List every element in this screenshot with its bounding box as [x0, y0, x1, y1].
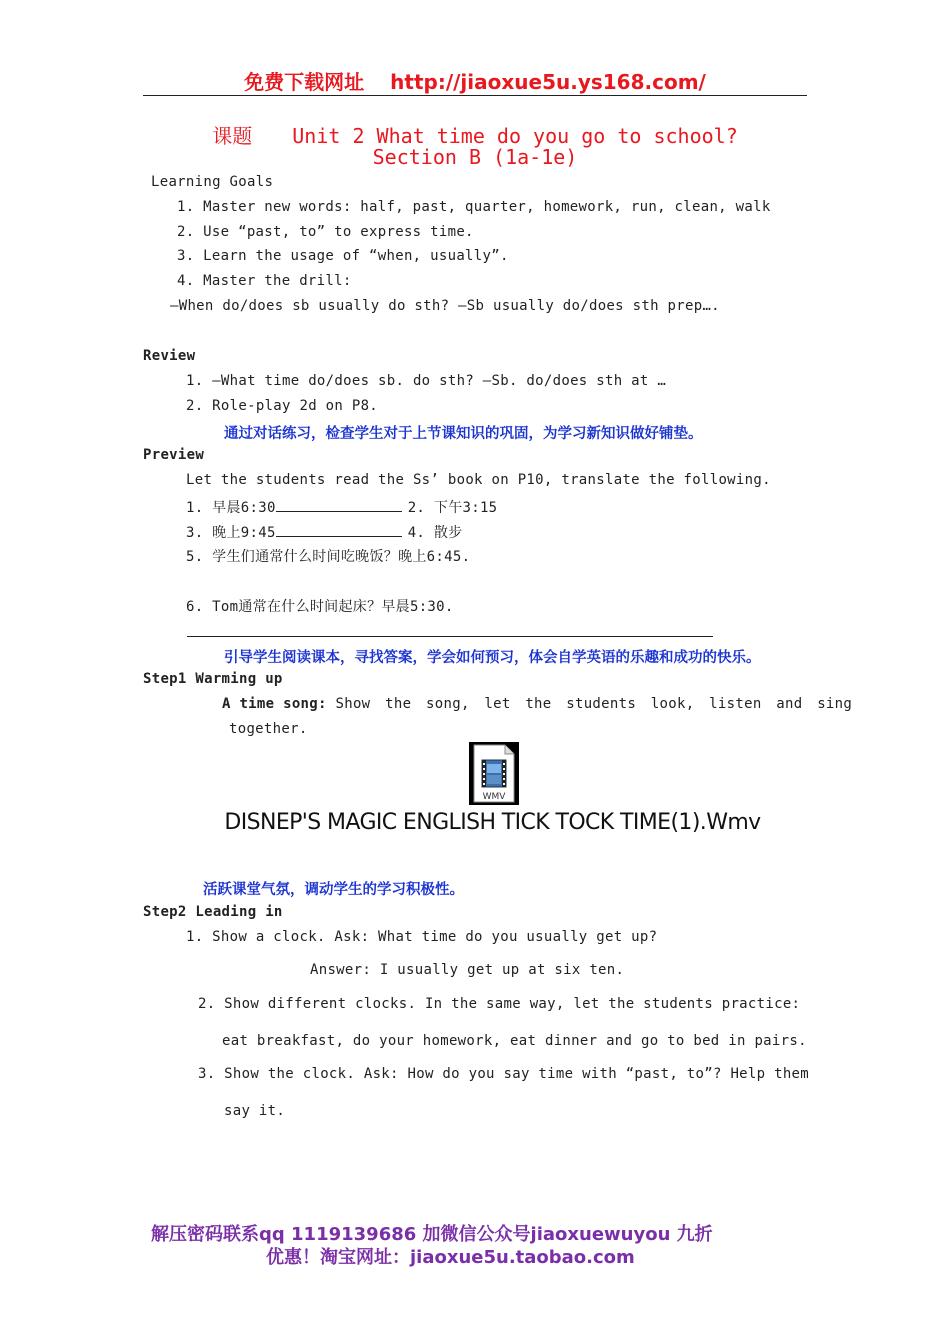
video-file-icon[interactable] [469, 742, 519, 805]
review-heading: Review [143, 348, 196, 364]
step2-item: 2. Show different clocks. In the same way, let the students practice: [198, 996, 801, 1012]
preview-q6: 6. Tom通常在什么时间起床？早晨5:30. [186, 599, 454, 615]
preview-row-1 [186, 497, 497, 517]
header-url-link[interactable]: http://jiaoxue5u.ys168.com/ [390, 70, 706, 94]
goal-drill: —When do/does sb usually do sth? —Sb usually do/does sth prep…. [170, 298, 720, 314]
preview-q5: 5. 学生们通常什么时间吃晚饭？晚上6:45. [186, 549, 471, 565]
answer-blank[interactable] [276, 522, 402, 537]
goal-item: 1. Master new words: half, past, quarter, homework, run, clean, walk [177, 199, 771, 215]
step1-desc-cont: together. [229, 721, 308, 737]
step2-item: 3. Show the clock. Ask: How do you say time with “past, to”? Help them [198, 1066, 810, 1082]
step1-text [222, 696, 852, 712]
header-divider [143, 95, 807, 96]
step2-item: 1. Show a clock. Ask: What time do you usually get up? [186, 929, 658, 945]
preview-intro: Let the students read the Ss’ book on P10, translate the following. [186, 472, 771, 488]
step1-label: A time song: [222, 696, 327, 712]
preview-q3: 3. 晚上9:45 [186, 525, 276, 541]
answer-line[interactable] [187, 636, 713, 637]
goal-item: 3. Learn the usage of “when, usually”. [177, 248, 509, 264]
title-prefix: 课题 [212, 124, 253, 148]
footer-line-2[interactable]: 优惠！淘宝网址：jiaoxue5u.taobao.com [266, 1247, 635, 1268]
step2-heading: Step2 Leading in [143, 904, 283, 920]
video-file-name[interactable]: DISNEP'S MAGIC ENGLISH TICK TOCK TIME(1).Wmv [224, 810, 761, 835]
title-line1: Unit 2 What time do you go to school? [292, 124, 738, 148]
review-item: 1. —What time do/does sb. do sth? —Sb. do/does sth at … [186, 373, 667, 389]
review-item: 2. Role-play 2d on P8. [186, 398, 379, 414]
header-label: 免费下载网址 [244, 70, 365, 94]
step1-note: 活跃课堂气氛，调动学生的学习积极性。 [203, 882, 464, 898]
step1-desc: Show the song, let the students look, listen and sing [335, 696, 853, 712]
footer-line-1: 解压密码联系qq 1119139686 加微信公众号jiaoxuewuyou 九折 [151, 1224, 713, 1245]
wmv-file-icon [469, 742, 519, 805]
step2-item-cont: eat breakfast, do your homework, eat dinner and go to bed in pairs. [222, 1033, 807, 1049]
file-type-label: WMV [482, 792, 506, 802]
preview-heading: Preview [143, 447, 205, 463]
goal-item: 4. Master the drill: [177, 273, 352, 289]
goals-heading: Learning Goals [151, 174, 274, 190]
page-header [0, 66, 950, 95]
preview-row-2 [186, 522, 463, 542]
preview-note: 引导学生阅读课本，寻找答案，学会如何预习，体会自学英语的乐趣和成功的快乐。 [224, 650, 761, 666]
step2-answer: Answer: I usually get up at six ten. [310, 962, 625, 978]
goal-item: 2. Use “past, to” to express time. [177, 224, 474, 240]
preview-q2: 2. 下午3:15 [407, 500, 498, 516]
step1-heading: Step1 Warming up [143, 671, 283, 687]
preview-q1: 1. 早晨6:30 [186, 500, 276, 516]
answer-blank[interactable] [276, 497, 402, 512]
step2-item-cont: say it. [224, 1103, 286, 1119]
page-subtitle: Section B (1a-1e) [372, 145, 578, 169]
preview-q4: 4. 散步 [407, 525, 463, 541]
review-note: 通过对话练习，检查学生对于上节课知识的巩固，为学习新知识做好铺垫。 [224, 426, 703, 442]
